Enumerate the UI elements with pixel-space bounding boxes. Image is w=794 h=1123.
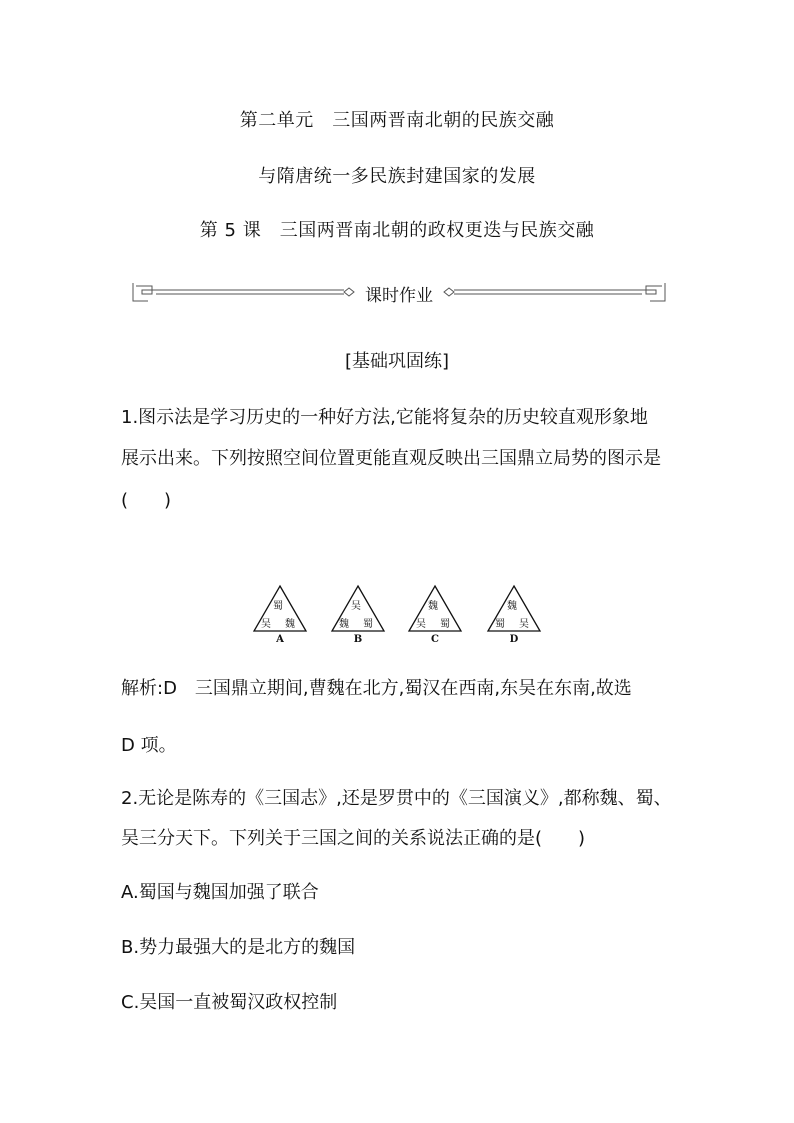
triangle-right-label: 吴 — [519, 619, 529, 630]
triangle-top-label: 蜀 — [273, 601, 283, 612]
option-b: B.势力最强大的是北方的魏国 — [121, 937, 356, 958]
banner-label: 课时作业 — [365, 286, 433, 306]
unit-title: 第二单元 三国两晋南北朝的民族交融 — [239, 110, 555, 131]
triangle-diagram — [330, 583, 386, 649]
triangle-top-label: 魏 — [428, 601, 438, 612]
triangle-left-label: 魏 — [339, 619, 349, 630]
triangle-right-label: 蜀 — [363, 619, 373, 630]
question-1-line-1: 1.图示法是学习历史的一种好方法,它能将复杂的历史较直观形象地 — [121, 407, 648, 428]
section-heading: [基础巩固练] — [344, 351, 450, 372]
triangle-right-label: 蜀 — [440, 619, 450, 630]
unit-subtitle: 与隋唐统一多民族封建国家的发展 — [258, 166, 536, 187]
homework-banner — [132, 280, 666, 304]
triangle-right-label: 魏 — [285, 619, 295, 630]
option-c: C.吴国一直被蜀汉政权控制 — [121, 992, 338, 1013]
question-2-line-1: 2.无论是陈寿的《三国志》,还是罗贯中的《三国演义》,都称魏、蜀、 — [121, 788, 672, 809]
triangle-left-label: 吴 — [261, 619, 271, 630]
triangle-letter: A — [276, 634, 284, 645]
triangle-letter: C — [431, 634, 439, 645]
triangle-left-label: 吴 — [416, 619, 426, 630]
triangle-diagram — [252, 583, 308, 649]
triangle-letter: B — [353, 634, 363, 645]
triangle-letter: D — [509, 634, 519, 645]
triangle-diagram — [486, 583, 542, 649]
triangle-left-label: 蜀 — [495, 619, 505, 630]
option-a: A.蜀国与魏国加强了联合 — [121, 882, 319, 903]
analysis-line-1: 解析:D 三国鼎立期间,曹魏在北方,蜀汉在西南,东吴在东南,故选 — [121, 678, 632, 699]
question-1-answer-blank: ( ) — [121, 490, 172, 511]
triangle-top-label: 魏 — [507, 601, 517, 612]
triangle-diagram — [407, 583, 463, 649]
question-1-line-2: 展示出来。下列按照空间位置更能直观反映出三国鼎立局势的图示是 — [121, 448, 661, 469]
lesson-title: 第 5 课 三国两晋南北朝的政权更迭与民族交融 — [199, 220, 595, 241]
question-2-line-2: 吴三分天下。下列关于三国之间的关系说法正确的是( ) — [121, 828, 586, 849]
analysis-line-2: D 项。 — [121, 735, 177, 756]
triangle-top-label: 吴 — [351, 601, 361, 612]
